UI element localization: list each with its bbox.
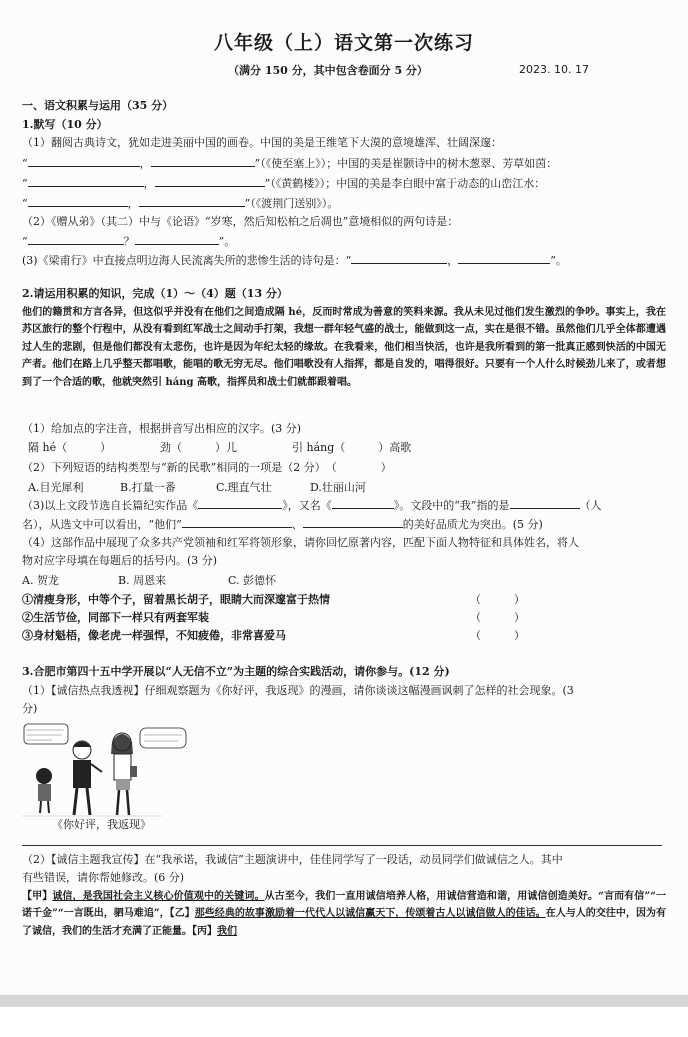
person-option-c: C. 彭德怀 (228, 574, 277, 587)
answer-blank[interactable] (135, 233, 219, 245)
q2-3-line-a: （3)以上文段节选自长篇纪实作品《 》，又名《 》。文段中的“我”指的是 （人 (22, 499, 602, 512)
option-c[interactable]: C.理直气壮 (216, 481, 272, 494)
q2-2-prompt: （2）下列短语的结构类型与“新的民歌”相同的一项是（2 分） （ ） (22, 461, 392, 474)
reading-passage: 他们的籍贯和方言各异，但这似乎并没有在他们之间造成隔 hé，反而时常成为善意的笑料来源。我从未见过他们发生激烈的争吵。事实上，我在苏区旅行的整个行程中，从没有看到红军战士之间动手打架，我想一群年轻气盛的战士，能做到这一点，实在是很不错。虽然他们几乎全体都遭遇过人生的悲剧，但是他们都没有太悲伤，也许是因为年纪太轻的缘故。在我看来，他们相当快活，也许是我所看到的第一批真正感到快活的中国无产者。他们在路上几乎整天都唱歌，能唱的歌无穷无尽。他们唱歌没有人指挥，都是自发的，唱得很好。只要有一个人什么时候劲儿来了，或者想到了一个合适的歌，他就突然引 háng 高歌，指挥员和战士们就都跟着唱。 (22, 307, 666, 388)
answer-blank[interactable] (351, 252, 447, 264)
score-note: （满分 150 分，其中包含卷面分 5 分） (228, 64, 428, 77)
question-1-heading: 1.默写（10 分） (22, 118, 108, 131)
q3-1-prompt-cont: 分) (22, 702, 38, 715)
q3-2-prompt-cont: 有些错误，请你帮她修改。(6 分) (22, 871, 185, 884)
answer-blank[interactable] (458, 252, 550, 264)
page-title: 八年级（上）语文第一次练习 (213, 32, 474, 54)
answer-paren[interactable]: （ ） (470, 611, 525, 624)
answer-blank[interactable] (155, 175, 265, 187)
q1-2-prompt: （2）《赠从弟》（其二）中与《论语》“岁寒，然后知松柏之后凋也”意境相似的两句诗是： (22, 215, 459, 228)
answer-blank[interactable] (510, 497, 580, 509)
answer-blank[interactable] (151, 155, 255, 167)
answer-blank[interactable] (332, 497, 394, 509)
answer-blank[interactable] (139, 195, 245, 207)
answer-blank[interactable] (198, 497, 282, 509)
bottom-bar (0, 995, 688, 1007)
sentence-yi: 那些经典的故事激励着一代代人以诚信赢天下，传颂着古人以诚信做人的佳话。 (194, 908, 546, 920)
q2-1-prompt: （1）给加点的字注音，根据拼音写出相应的汉字。(3 分) (22, 422, 302, 435)
q2-4-prompt-cont: 物对应字母填在每题后的括号内。(3 分) (22, 554, 218, 567)
sentence-jia: 诚信，是我国社会主义核心价值观中的关键词。 (52, 891, 265, 902)
q2-3-line-b: 名），从选文中可以看出，“他们” 、 的美好品质尤为突出。(5 分) (22, 518, 543, 531)
q2-4-prompt: （4）这部作品中展现了众多共产党领袖和红军将领形象，请你回忆原著内容，匹配下面人物特征和具体姓名，将人 (22, 536, 579, 549)
q1-1-line-d: “ ， ”（《渡荆门送别》）。 (22, 197, 339, 210)
sentence-bing: 我们 (217, 925, 237, 937)
q3-1-prompt: （1）【诚信热点我透视】仔细观察题为《你好评，我返现》的漫画，请你谈谈这幅漫画讽刺了怎样的社会现象。(3 (22, 684, 574, 697)
q1-1-line-b: “ ， ”（《使至塞上》）；中国的美是崔颢诗中的树木葱翠、芳草如茵： (22, 157, 558, 170)
cartoon-caption: 《你好评，我返现》 (52, 818, 151, 831)
answer-blank[interactable] (28, 175, 144, 187)
answer-blank[interactable] (28, 233, 124, 245)
answer-blank[interactable] (28, 195, 128, 207)
q1-1-prompt: （1）翻阅古典诗文，犹如走进美丽中国的画卷。中国的美是王维笔下大漠的意境雄浑、壮阔深邃： (22, 136, 502, 149)
speech-passage: 【甲】诚信，是我国社会主义核心价值观中的关键词。从古至今，我们一直用诚信培养人格，用诚信营造和谐，用诚信创造美好。“言而有信”“一诺千金”“一言既出，驷马难追”，【乙】那些经典的故事激励着一代代人以诚信赢天下，传颂着古人以诚信做人的佳话。在人与人的交往中，因为有了诚信，我们的生活才充满了正能量。【丙】我们 (22, 891, 667, 937)
pinyin-item-2[interactable]: 劲（ ）儿 (160, 441, 237, 454)
pinyin-item-3[interactable]: 引 háng（ ）高歌 (292, 441, 412, 454)
exam-date: 2023. 10. 17 (519, 63, 589, 76)
answer-blank[interactable] (303, 516, 403, 528)
q1-2-line: “ ？ ”。 (22, 235, 236, 248)
cartoon-image (22, 720, 202, 830)
section-heading: 一、语文积累与运用（35 分） (22, 99, 174, 112)
q3-2-prompt: （2）【诚信主题我宣传】在“我承诺，我诚信”主题演讲中，佳佳同学写了一段话，动员同学们做诚信之人。其中 (22, 853, 563, 866)
answer-paren[interactable]: （ ） (470, 629, 525, 642)
answer-blank[interactable] (28, 155, 140, 167)
option-a[interactable]: A.目光犀利 (28, 481, 84, 494)
answer-paren[interactable]: （ ） (470, 593, 525, 606)
question-3-heading: 3.合肥市第四十五中学开展以“人无信不立”为主题的综合实践活动，请你参与。(12 分) (22, 665, 450, 678)
trait-item-3: ③身材魁梧，像老虎一样强悍，不知疲倦，非常喜爱马 (22, 629, 286, 642)
answer-line[interactable] (22, 845, 662, 846)
q1-3-line: (3)《梁甫行》中直接点明边海人民流离失所的悲惨生活的诗句是：“ ， ”。 (22, 254, 567, 267)
person-option-a: A. 贺龙 (22, 574, 59, 587)
option-b[interactable]: B.打量一番 (120, 481, 176, 494)
trait-item-2: ②生活节俭，同部下一样只有两套军装 (22, 611, 209, 624)
answer-blank[interactable] (182, 516, 292, 528)
pinyin-item-1[interactable]: 隔 hé（ ） (28, 441, 112, 454)
person-option-b: B. 周恩来 (118, 574, 167, 587)
q1-1-line-c: “ ， ”（《黄鹤楼》）；中国的美是李白眼中富于动态的山峦江水： (22, 177, 546, 190)
question-2-heading: 2.请运用积累的知识，完成（1）～（4）题（13 分） (22, 287, 288, 300)
option-d[interactable]: D.壮丽山河 (310, 481, 366, 494)
trait-item-1: ①清瘦身形，中等个子，留着黑长胡子，眼睛大而深邃富于热情 (22, 593, 330, 606)
